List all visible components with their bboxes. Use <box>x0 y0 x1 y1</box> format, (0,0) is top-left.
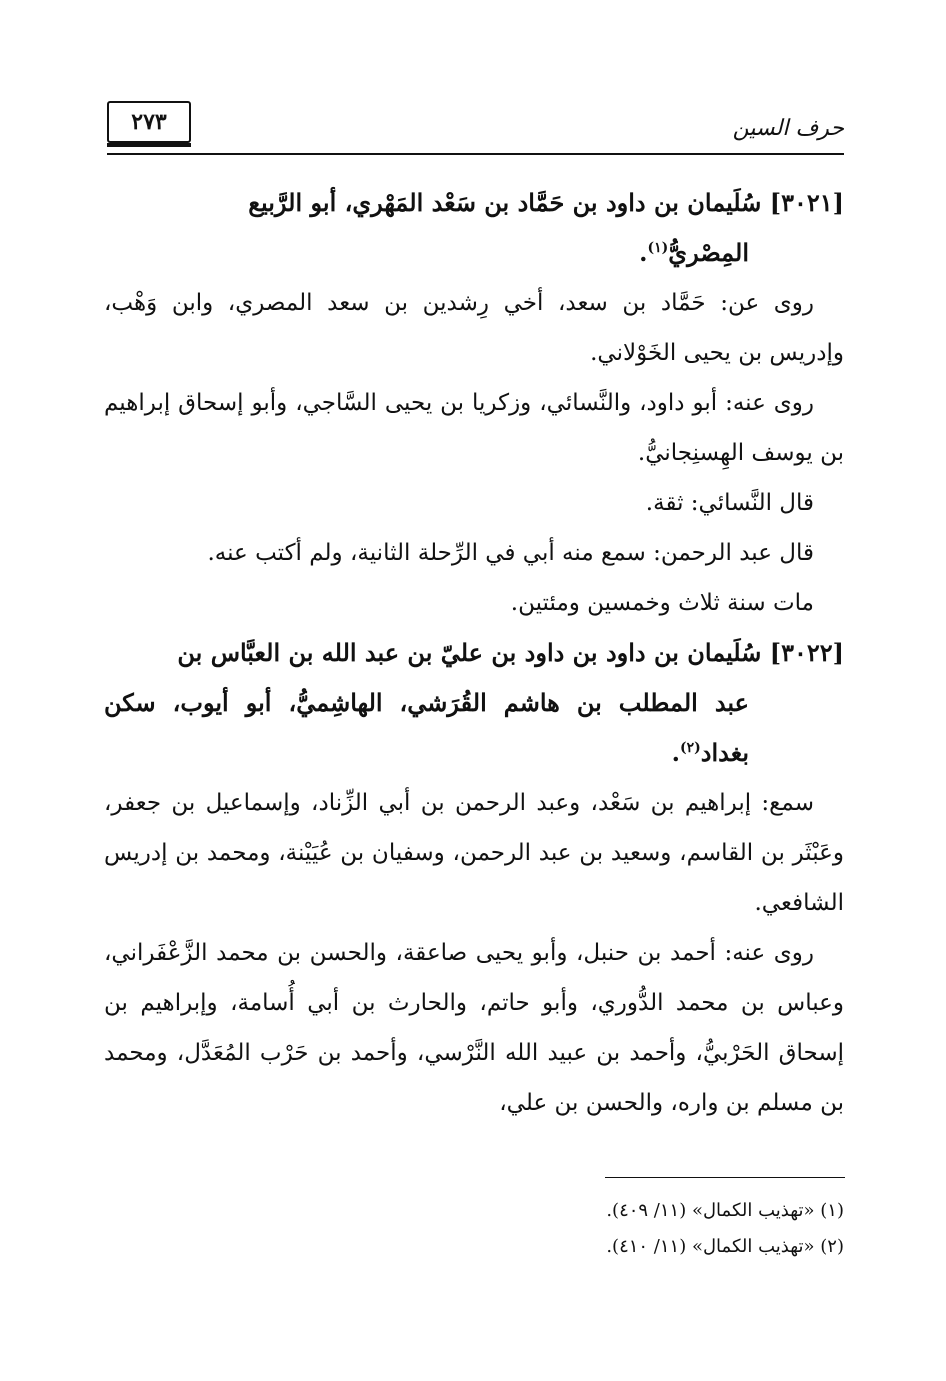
entry-3022-para-1: سمع: إبراهيم بن سَعْد، وعبد الرحمن بن أبي الزِّناد، وإسماعيل بن جعفر، وعَبْثَر بن القاسم، وسعيد بن عبد الرحمن، وسفيان بن عُيَيْنة، ومحمد بن إدريس الشافعي. <box>104 790 844 916</box>
entry-title-3021-line2-text: المِصْريُّ <box>668 238 749 267</box>
entry-title-3022-line1: [٣٠٢٢] سُلَيمان بن داود بن داود بن عليّ بن عبد الله بن العبَّاس بن <box>177 638 844 667</box>
entry-title-3021-line2 <box>104 228 844 278</box>
footnotes <box>606 1193 844 1265</box>
entry-3021-para-5: مات سنة ثلاث وخمسين ومئتين. <box>510 590 814 616</box>
entry-3021-para-3: قال النَّسائي: ثقة. <box>645 490 814 516</box>
running-title: حرف السين <box>732 116 844 141</box>
header-rule <box>107 153 844 155</box>
entry-title-3022 <box>104 628 844 778</box>
entry-3022-para-2: روى عنه: أحمد بن حنبل، وأبو يحيى صاعقة، والحسن بن محمد الزَّعْفَراني، وعباس بن محمد الدُّوري، وأبو حاتم، والحارث بن أبي أُسامة، وإبراهيم بن إسحاق الحَرْبيُّ، وأحمد بن عبيد الله النَّرْسي، وأحمد بن حَرْب المُعَدَّل، ومحمد بن مسلم بن واره، والحسن بن علي، <box>104 940 844 1116</box>
footnote-1: (١) «تهذيب الكمال» (١١/ ٤٠٩). <box>606 1200 844 1221</box>
entry-title-3021-end: . <box>639 238 648 267</box>
entry-title-3022-line2 <box>104 678 844 778</box>
entry-title-3021-line1: [٣٠٢١] سُلَيمان بن داود بن حَمَّاد بن سَعْد المَهْري، أبو الرَّبيع <box>248 188 844 217</box>
footnote-ref-1: (١) <box>647 240 669 256</box>
entry-3021-para-1: روى عن: حَمَّاد بن سعد، أخي رِشدين بن سعد المصري، وابن وَهْب، وإدريس بن يحيى الخَوْلاني. <box>104 290 844 366</box>
page-number: ٢٧٣ <box>107 101 191 143</box>
footnote-ref-2: (٢) <box>680 740 701 756</box>
entry-title-3021 <box>104 178 844 278</box>
footnote-rule <box>605 1177 845 1178</box>
entry-title-3022-end: . <box>671 738 680 767</box>
entry-3021-para-2: روى عنه: أبو داود، والنَّسائي، وزكريا بن يحيى السَّاجي، وأبو إسحاق إبراهيم بن يوسف الهِسنِجانيُّ. <box>104 390 844 466</box>
page-body <box>104 178 844 1128</box>
footnote-2: (٢) «تهذيب الكمال» (١١/ ٤١٠). <box>606 1236 844 1257</box>
entry-title-3022-line2-text: عبد المطلب بن هاشم القُرَشي، الهاشِميُّ، أبو أيوب، سكن بغداد <box>104 688 749 767</box>
entry-3021-para-4: قال عبد الرحمن: سمع منه أبي في الرِّحلة الثانية، ولم أكتب عنه. <box>207 540 814 566</box>
